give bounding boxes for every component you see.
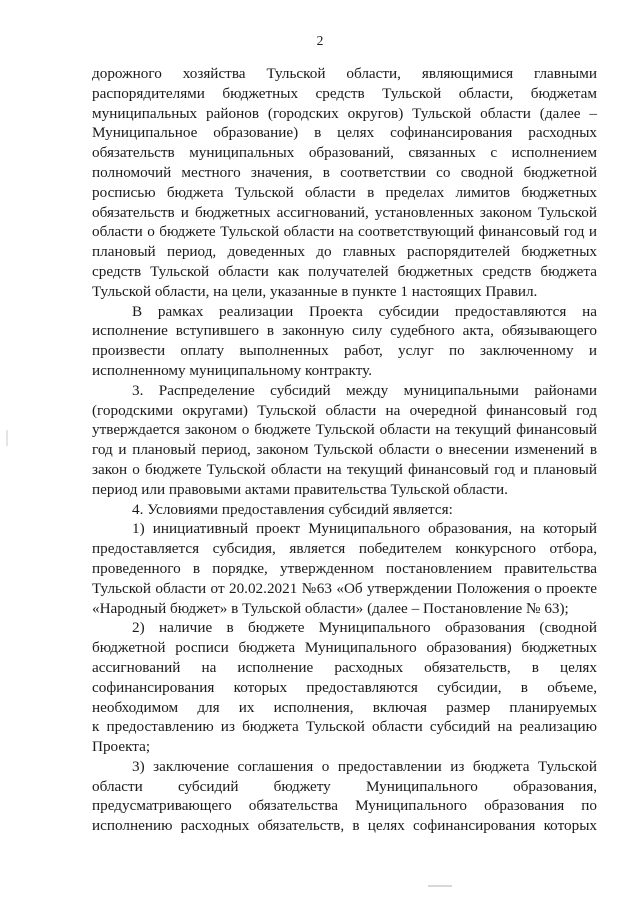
text-line: Тульской области, на цели, указанные в пункте 1 настоящих Правил. bbox=[92, 282, 538, 300]
text-line: к предоставлению из бюджета Тульской области субсидий на реализацию bbox=[92, 718, 597, 736]
text-line: произвести оплату выполненных работ, услуг по заключенному и bbox=[92, 342, 597, 360]
paragraph-condition-3 bbox=[92, 757, 597, 836]
text-line: проведенного в порядке, утвержденном постановлением правительства bbox=[92, 559, 597, 577]
text-line: исполнение вступившего в законную силу судебного акта, обязывающего bbox=[92, 322, 597, 340]
text-line: период или правовыми актами правительства Тульской области. bbox=[92, 480, 508, 498]
document-body bbox=[92, 64, 597, 836]
text-line: 1) инициативный проект Муниципального образования, на который bbox=[132, 520, 597, 538]
text-line: дорожного хозяйства Тульской области, являющимися главными bbox=[92, 65, 597, 82]
text-line: полномочий местного значения, в соответствии со сводной бюджетной bbox=[92, 163, 597, 181]
text-line: средств Тульской области как получателей бюджетных средств бюджета bbox=[92, 262, 597, 280]
text-line: «Народный бюджет» в Тульской области» (далее – Постановление № 63); bbox=[92, 599, 569, 617]
text-line: бюджетной росписи бюджета Муниципального образования) бюджетных bbox=[92, 639, 597, 657]
text-line: Тульской области от 20.02.2021 №63 «Об утверждении Положения о проекте bbox=[92, 579, 597, 597]
scan-artifact bbox=[6, 430, 8, 446]
paragraph-clause-4 bbox=[92, 500, 597, 520]
paragraph-continuation bbox=[92, 64, 597, 302]
scan-artifact bbox=[428, 885, 452, 887]
paragraph-project-subsidies bbox=[92, 302, 597, 381]
text-line: области о бюджете Тульской области на соответствующий финансовый год и bbox=[92, 223, 597, 241]
text-line: В рамках реализации Проекта субсидии предоставляются на bbox=[132, 302, 597, 320]
text-line: год и плановый период, законом Тульской области о внесении изменений в bbox=[92, 441, 597, 459]
text-line: обязательств муниципальных образований, связанных с исполнением bbox=[92, 144, 597, 162]
text-line: исполнению расходных обязательств, в целях софинансирования которых bbox=[92, 817, 597, 835]
text-line: 3. Распределение субсидий между муниципальными районами bbox=[132, 381, 597, 399]
text-line: софинансирования которых предоставляются субсидии, в объеме, bbox=[92, 678, 597, 696]
text-line: муниципальных районов (городских округов) Тульской области (далее – bbox=[92, 104, 597, 122]
text-line: предусматривающего обязательства Муниципального образования по bbox=[92, 797, 597, 815]
text-line: необходимом для их исполнения, включая размер планируемых bbox=[92, 698, 597, 716]
paragraph-condition-1 bbox=[92, 519, 597, 618]
page-number: 2 bbox=[316, 33, 324, 48]
paragraph-clause-3 bbox=[92, 381, 597, 500]
paragraph-condition-2 bbox=[92, 618, 597, 757]
text-line: области субсидий бюджету Муниципального образования, bbox=[92, 777, 597, 795]
text-line: ассигнований на исполнение расходных обязательств, в целях bbox=[92, 658, 597, 676]
text-line: (городскими округами) Тульской области на очередной финансовый год bbox=[92, 401, 597, 419]
text-line: 4. Условиями предоставления субсидий является: bbox=[132, 500, 453, 518]
text-line: утверждается законом о бюджете Тульской области на текущий финансовый bbox=[92, 421, 597, 439]
text-line: предоставляется субсидия, является победителем конкурсного отбора, bbox=[92, 540, 597, 558]
text-line: 3) заключение соглашения о предоставлении из бюджета Тульской bbox=[132, 757, 597, 775]
text-line: распорядителями бюджетных средств Тульской области, бюджетам bbox=[92, 84, 597, 102]
text-line: 2) наличие в бюджете Муниципального образования (сводной bbox=[132, 619, 597, 637]
text-line: Муниципальное образование) в целях софинансирования расходных bbox=[92, 124, 597, 142]
text-line: исполненному муниципальному контракту. bbox=[92, 361, 373, 379]
text-line: закон о бюджете Тульской области на текущий финансовый год и плановый bbox=[92, 460, 597, 478]
text-line: обязательств и бюджетных ассигнований, установленных законом Тульской bbox=[92, 203, 597, 221]
text-line: Проекта; bbox=[92, 738, 151, 756]
text-line: плановый период, доведенных до главных распорядителей бюджетных bbox=[92, 243, 597, 261]
text-line: росписью бюджета Тульской области в пределах лимитов бюджетных bbox=[92, 183, 597, 201]
